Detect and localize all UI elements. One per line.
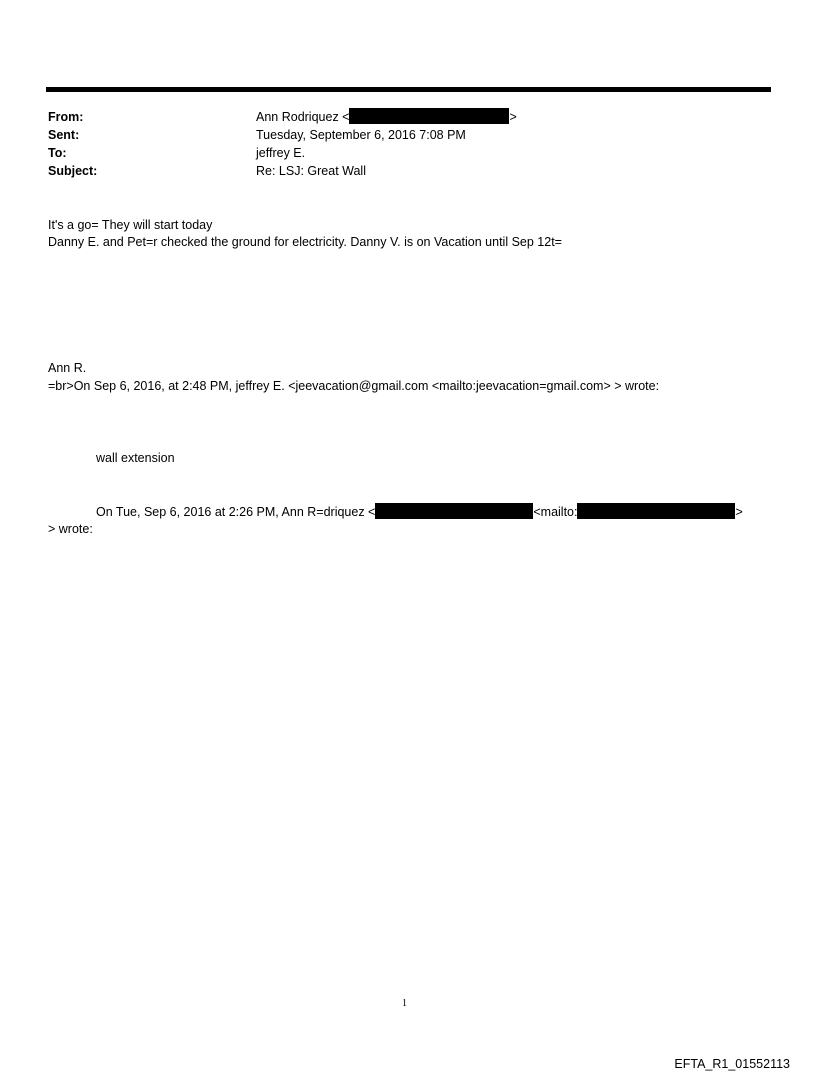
to-row: [48, 144, 768, 162]
to-label: To:: [48, 146, 67, 160]
sent-label: Sent:: [48, 128, 80, 142]
quote-header-1: =br>On Sep 6, 2016, at 2:48 PM, jeffrey E. <jeevacation@gmail.com <mailto:jeevacation=gmail.com> > wrote:: [48, 379, 660, 393]
subject-value: Re: LSJ: Great Wall: [256, 164, 366, 178]
bates-id: EFTA_R1_01552113: [674, 1057, 790, 1071]
quote-header-2-wrap: > wrote:: [48, 522, 93, 536]
from-value: [256, 108, 517, 126]
quote-header-2: [96, 503, 743, 521]
from-label: From:: [48, 110, 84, 124]
from-name: Ann Rodriquez <: [256, 110, 350, 124]
quote-header-2-mailto: <mailto:: [533, 505, 578, 519]
subject-label: Subject:: [48, 164, 98, 178]
redaction-block: [349, 108, 509, 124]
sent-value: Tuesday, September 6, 2016 7:08 PM: [256, 128, 466, 142]
redaction-block: [577, 503, 735, 519]
quote-header-2-prefix: On Tue, Sep 6, 2016 at 2:26 PM, Ann R=driquez <: [96, 505, 376, 519]
quote-body-1: wall extension: [96, 451, 175, 465]
body-line-2: Danny E. and Pet=r checked the ground for electricity. Danny V. is on Vacation until Sep 12t=: [48, 235, 562, 249]
from-row: [48, 108, 768, 126]
signature: Ann R.: [48, 361, 87, 375]
sent-row: [48, 126, 768, 144]
to-value: jeffrey E.: [256, 146, 306, 160]
body-line-1: It's a go= They will start today: [48, 218, 213, 232]
page-number: 1: [402, 998, 407, 1009]
from-value-close: >: [509, 110, 517, 124]
quote-header-2-close: >: [735, 505, 743, 519]
subject-row: [48, 162, 768, 180]
redaction-block: [375, 503, 533, 519]
header-rule: [46, 87, 771, 92]
